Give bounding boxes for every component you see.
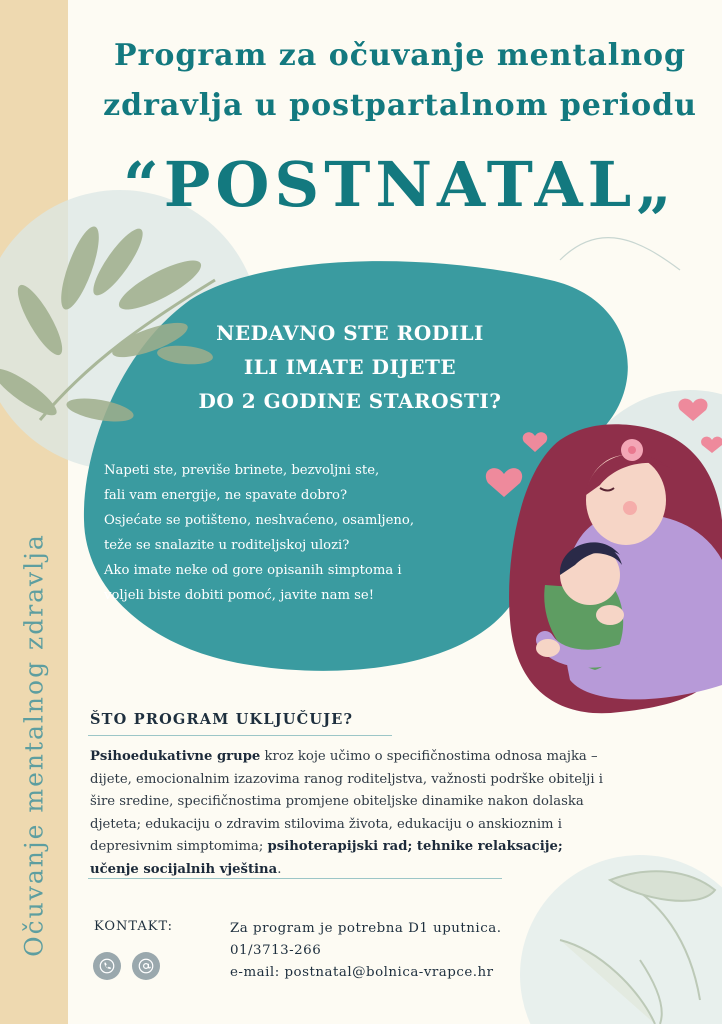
mother-hand bbox=[596, 605, 624, 625]
question-line-1: NEDAVNO STE RODILI bbox=[216, 321, 484, 345]
title-line-1: Program za očuvanje mentalnog bbox=[114, 38, 686, 73]
contact-icons bbox=[93, 952, 160, 980]
mother-face bbox=[586, 455, 666, 545]
divider bbox=[88, 878, 502, 879]
program-description bbox=[90, 746, 605, 881]
symptom-line: teže se snalazite u roditeljskoj ulozi? bbox=[104, 538, 350, 553]
question-heading bbox=[150, 316, 550, 418]
program-bold-1: Psihoedukativne grupe bbox=[90, 749, 261, 764]
phone-number[interactable]: 01/3713-266 bbox=[230, 943, 322, 958]
mother-cheek bbox=[623, 501, 637, 515]
program-bold-2: psihoterapijski rad; tehnike relaksacije; učenje socijalnih vještina bbox=[90, 839, 563, 877]
contact-details bbox=[230, 918, 501, 984]
question-line-2: ILI IMATE DIJETE bbox=[243, 355, 457, 379]
symptoms-text bbox=[104, 458, 414, 608]
program-name: “POSTNATAL„ bbox=[123, 148, 677, 221]
symptom-line: Ako imate neke od gore opisanih simptoma i bbox=[104, 563, 402, 578]
email-at-icon[interactable] bbox=[132, 952, 160, 980]
program-text-1: kroz koje učimo o specifičnostima odnosa majka – dijete, emocionalnim izazovima ranog roditeljstva, važnosti podrške obitelji i šire sredine, specifičnostima promjene obiteljske dinamike nakon dolaska djeteta; edukaciju o zdravim stilovima života, edukaciju o anskioznim i depresivnim simptomima; bbox=[90, 749, 603, 854]
symptom-line: fali vam energije, ne spavate dobro? bbox=[104, 488, 348, 503]
symptom-line: voljeli biste dobiti pomoć, javite nam se! bbox=[104, 588, 375, 603]
vertical-tagline: Očuvanje mentalnog zdravlja bbox=[19, 533, 49, 957]
line-decoration bbox=[560, 238, 680, 270]
program-heading: ŠTO PROGRAM UKLJUČUJE? bbox=[90, 711, 354, 728]
program-text-end: . bbox=[277, 861, 282, 877]
contact-label: KONTAKT: bbox=[94, 919, 174, 934]
referral-note: Za program je potrebna D1 uputnica. bbox=[230, 921, 502, 936]
symptom-line: Napeti ste, previše brinete, bezvoljni ste, bbox=[104, 463, 380, 478]
title-line-2: zdravlja u postpartalnom periodu bbox=[103, 88, 697, 123]
question-line-3: DO 2 GODINE STAROSTI? bbox=[198, 389, 502, 413]
mother-baby-illustration bbox=[509, 424, 722, 713]
email-address[interactable]: e-mail: postnatal@bolnica-vrapce.hr bbox=[230, 965, 494, 980]
symptom-line: Osjećate se potišteno, neshvaćeno, osamljeno, bbox=[104, 513, 415, 528]
divider bbox=[88, 735, 392, 736]
phone-icon[interactable] bbox=[93, 952, 121, 980]
